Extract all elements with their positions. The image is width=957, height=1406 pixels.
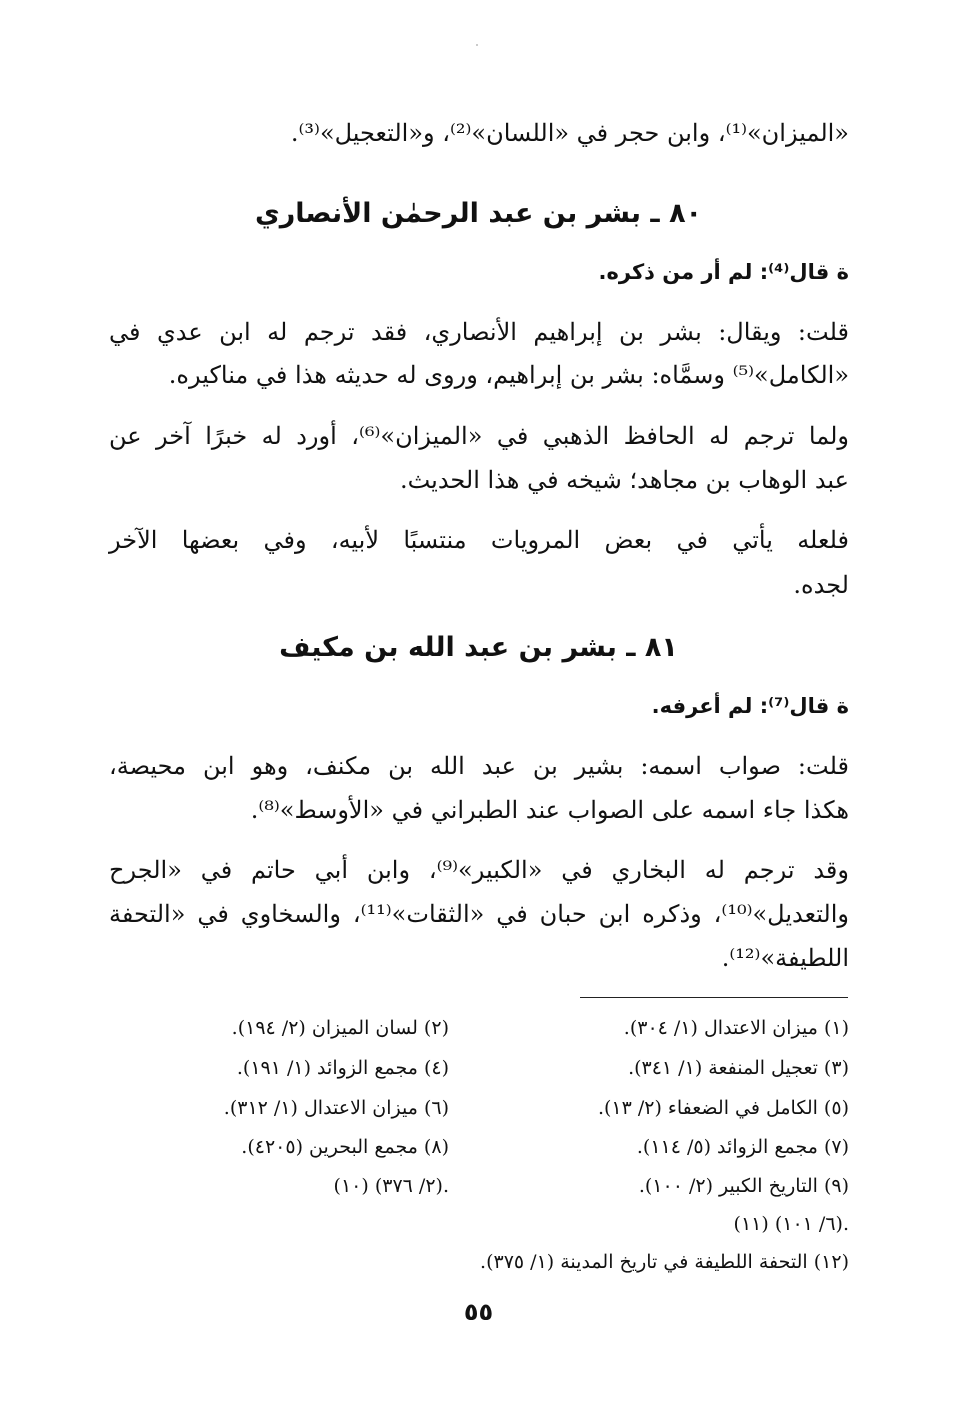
footnote-4: (٤) مجمع الزوائد (١/ ١٩١). [236,1057,449,1079]
paragraph-line: اللطيفة»⁽¹²⁾. [721,944,849,972]
footnote-10: (١٠) (٢/ ٣٧٦). [333,1175,449,1197]
footnote-6: (٦) ميزان الاعتدال (١/ ٣١٢). [223,1097,449,1119]
entry-81-quote: ة قال⁽⁷⁾: لم أعرفه. [651,694,849,718]
footnote-5: (٥) الكامل في الضعفاء (٢/ ١٣). [597,1097,849,1119]
entry-heading-81: ٨١ ـ بشر بن عبد الله بن مكيف [279,632,678,663]
paragraph-line: لجده. [793,571,849,599]
paragraph-line: فلعله يأتي في بعض المرويات منتسبًا لأبيه، وفي بعضها الآخر [109,526,849,554]
footnote-3: (٣) تعجيل المنفعة (١/ ٣٤١). [628,1057,849,1079]
footnote-7: (٧) مجمع الزوائد (٥/ ١١٤). [636,1136,849,1158]
footnote-9: (٩) التاريخ الكبير (٢/ ١٠٠). [638,1175,849,1197]
continuation-line: «الميزان»⁽¹⁾، وابن حجر في «اللسان»⁽²⁾، و«التعجيل»⁽³⁾. [290,119,849,147]
paragraph-line: هكذا جاء اسمه على الصواب عند الطبراني في «الأوسط»⁽⁸⁾. [250,796,849,824]
paragraph-line: قلت: صواب اسمه: بشير بن عبد الله بن مكنف، وهو ابن محيصة، [109,752,849,780]
footnote-12: (١٢) التحفة اللطيفة في تاريخ المدينة (١/ ٣٧٥). [480,1251,849,1273]
paragraph-line: ولما ترجم له الحافظ الذهبي في «الميزان»⁽⁶⁾، أورد له خبرًا آخر عن [109,422,849,450]
paragraph-line: عبد الوهاب بن مجاهد؛ شيخه في هذا الحديث. [399,466,849,494]
footnote-1: (١) ميزان الاعتدال (١/ ٣٠٤). [623,1017,849,1039]
entry-80-quote: ة قال⁽⁴⁾: لم أر من ذكره. [598,260,849,284]
footnote-separator [580,997,848,998]
footnote-2: (٢) لسان الميزان (٢/ ١٩٤). [231,1017,449,1039]
entry-heading-80: ٨٠ ـ بشر بن عبد الرحمٰن الأنصاري [254,198,703,229]
scan-speck [476,44,478,46]
paragraph-line: «الكامل»⁽⁵⁾ وسمَّاه: بشر بن إبراهيم، وروى له حديثه هذا في مناكيره. [168,361,849,389]
footnote-11: (١١) (٦/ ١٠١). [733,1213,849,1235]
footnote-8: (٨) مجمع البحرين (٤٢٠٥). [241,1136,449,1158]
paragraph-line: وقد ترجم له البخاري في «الكبير»⁽⁹⁾، وابن أبي حاتم في «الجرح [109,856,849,884]
paragraph-line: والتعديل»⁽¹⁰⁾، وذكره ابن حبان في «الثقات»⁽¹¹⁾، والسخاوي في «التحفة [109,900,849,928]
paragraph-line: قلت: ويقال: بشر بن إبراهيم الأنصاري، فقد ترجم له ابن عدي في [109,318,850,346]
page-number: ٥٥ [463,1298,494,1326]
